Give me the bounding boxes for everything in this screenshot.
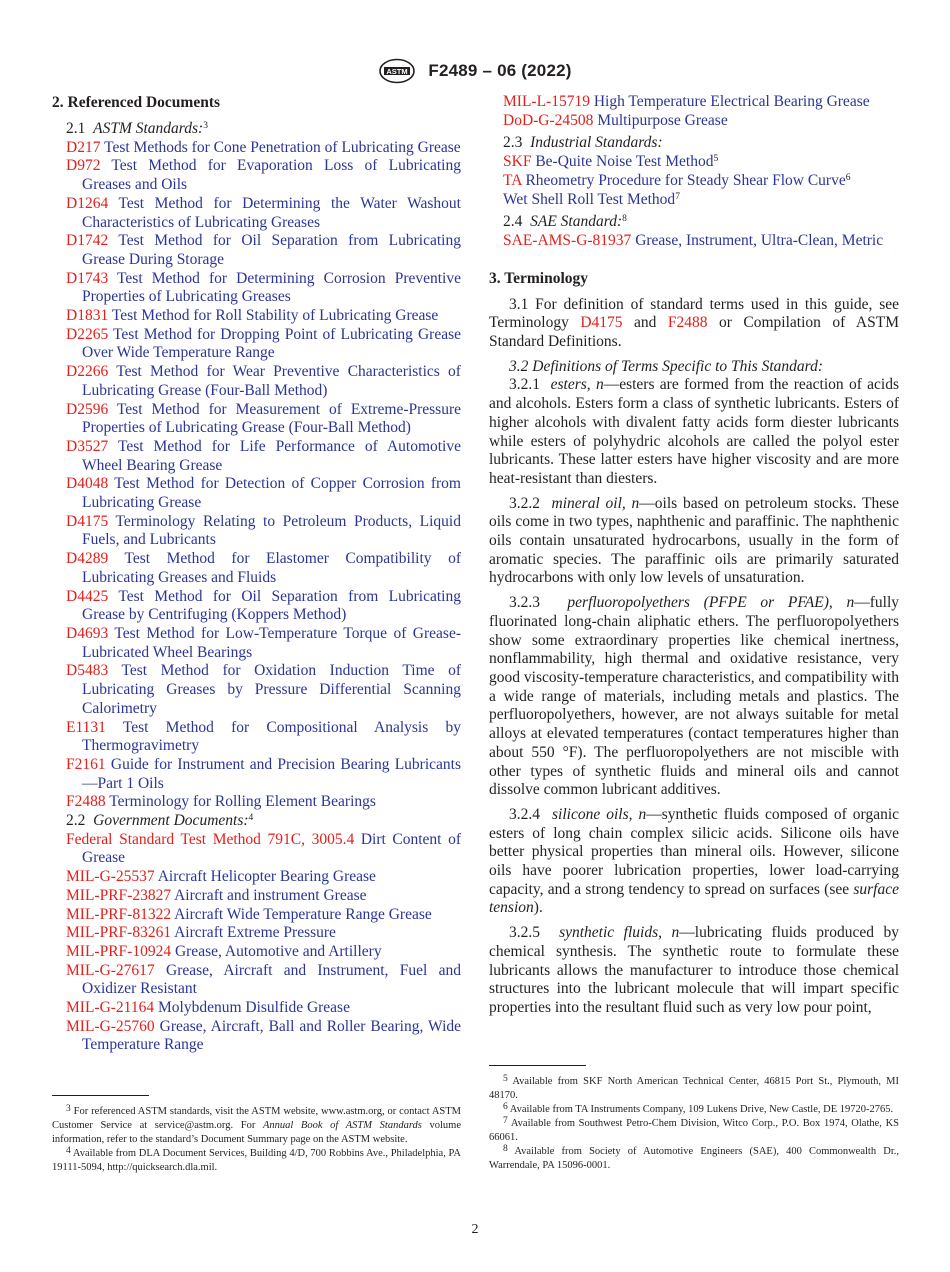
footnotes-left [52, 1105, 461, 1175]
government-documents-subheading: 2.2 Government Documents:$^4$ [66, 812, 254, 830]
reference-entry [52, 326, 461, 363]
reference-code-link[interactable]: SAE-AMS-G-81937 [503, 231, 632, 249]
reference-entry [52, 625, 461, 662]
footnote-8: $^8$ Available from Society of Automotive Engineers (SAE), 400 Commonwealth Dr., Warrendale, PA 15096-0001. [489, 1144, 899, 1171]
reference-title-link[interactable]: Grease, Aircraft and Instrument, Fuel and Oxidizer Resistant [82, 961, 461, 998]
footnote-5: $^5$ Available from SKF North American Technical Center, 46815 Port St., Plymouth, MI 48170. [489, 1074, 900, 1101]
definition-synthetic-fluids: 3.2.5 synthetic fluids, n—lubricating fluids produced by chemical synthesis. The synthetic route to formulate these lubricants allows the manufacturer to introduce those chemical structures into the lubricant molecule that will impart specific properties into the resultant fluid such as very low pour point, [489, 924, 900, 1016]
reference-title-link[interactable]: Test Method for Oil Separation from Lubricating Grease by Centrifuging (Koppers Method) [82, 587, 461, 624]
government-documents-list-continued [489, 93, 899, 130]
reference-code-link[interactable]: F2161 [66, 755, 106, 773]
definition-silicone-oils: 3.2.4 silicone oils, n—synthetic fluids composed of organic esters of long chain complex silicic acids. Silicone oils have better physical properties than mineral oils. However, silicone oils have poorer lubrication properties, lower load-carrying capacity, and a strong tendency to spread on surfaces (see surface tension). [489, 805, 900, 917]
sae-standard-subheading: 2.4 SAE Standard:$^8$ [503, 213, 627, 231]
reference-title-link[interactable]: Test Method for Determining Corrosion Preventive Properties of Lubricating Greases [82, 269, 461, 306]
reference-entry [52, 887, 461, 906]
reference-code-link[interactable]: D1743 [66, 269, 109, 287]
footnote-marker: 6 [845, 172, 851, 183]
reference-entry [52, 868, 461, 887]
reference-code-link[interactable]: D4693 [66, 624, 109, 642]
section-3-heading: 3. Terminology [489, 269, 589, 287]
industrial-standards-subheading: 2.3 Industrial Standards: [503, 134, 663, 152]
reference-code-link[interactable]: MIL-PRF-81322 [66, 905, 172, 923]
reference-entry [52, 662, 461, 718]
reference-entry [489, 93, 899, 112]
reference-code-link[interactable]: D1831 [66, 307, 109, 325]
definition-perfluoropolyethers: 3.2.3 perfluoropolyethers (PFPE or PFAE), n—fully fluorinated long-chain aliphatic ethers. The perfluoropolyethers show some extraordinary properties like chemical inertness, nonflammability, high thermal and oxidative resistance, very good viscosity-temperature characteristics, and compatibility with a wide range of materials, including metals and plastics. The perfluoropolyethers, however, are not always suitable for metal alloys at elevated temperatures (contact temperatures higher than about 550 °F). The perfluoropolyethers are not miscible with other types of synthetic fluids and mineral oils and cannot dissolve common lubricant additives. [489, 594, 900, 799]
reference-entry [52, 401, 461, 438]
reference-entry [52, 943, 461, 962]
reference-title-link[interactable]: Test Method for Life Performance of Automotive Wheel Bearing Grease [82, 437, 461, 474]
reference-code-link[interactable]: D5483 [66, 662, 109, 680]
reference-title-link[interactable]: Be-Quite Noise Test Method [535, 153, 714, 171]
reference-code-link[interactable]: SKF [503, 153, 532, 171]
reference-entry [489, 191, 899, 210]
footnote-4: $^4$ Available from DLA Document Services, Building 4/D, 700 Robbins Ave., Philadelphia, PA 19111-5094, http://quicksearch.dla.mil. [52, 1146, 461, 1173]
reference-code-link[interactable]: D1742 [66, 232, 109, 250]
reference-code-link[interactable]: MIL-PRF-10924 [66, 942, 172, 960]
reference-code-link[interactable]: D4048 [66, 475, 109, 493]
astm-logo-icon [378, 58, 416, 84]
reference-entry [52, 270, 461, 307]
reference-title-link[interactable]: Test Method for Roll Stability of Lubricating Grease [111, 307, 439, 325]
reference-title-link[interactable]: Test Methods for Cone Penetration of Lubricating Grease [104, 138, 461, 156]
reference-title-link[interactable]: Aircraft Helicopter Bearing Grease [157, 868, 376, 886]
astm-standards-list [52, 139, 461, 812]
document-designation: F2489 – 06 (2022) [428, 61, 572, 80]
reference-code-link[interactable]: D4175 [66, 512, 109, 530]
footnote-6: $^6$ Available from TA Instruments Company, 109 Lukens Drive, New Castle, DE 19720-2765. [503, 1102, 894, 1115]
reference-title-link[interactable]: Test Method for Compositional Analysis by Thermogravimetry [82, 718, 461, 755]
reference-title-link[interactable]: Molybdenum Disulfide Grease [157, 999, 350, 1017]
reference-title-link[interactable]: Test Method for Low-Temperature Torque of Grease-Lubricated Wheel Bearings [82, 624, 461, 661]
reference-entry [52, 719, 461, 756]
right-column [489, 93, 899, 1024]
footnote-rule-left [52, 1095, 149, 1096]
reference-code-link[interactable]: D972 [66, 157, 101, 175]
reference-code-link[interactable]: D217 [66, 138, 101, 156]
reference-code-link[interactable]: D3527 [66, 437, 109, 455]
reference-title-link[interactable]: Terminology Relating to Petroleum Products, Liquid Fuels, and Lubricants [82, 512, 461, 549]
reference-title-link[interactable]: Test Method for Detection of Copper Corrosion from Lubricating Grease [82, 475, 461, 512]
reference-code-link[interactable]: MIL-L-15719 [503, 93, 590, 110]
reference-title-link[interactable]: Aircraft Wide Temperature Range Grease [174, 905, 432, 923]
reference-entry [489, 112, 899, 131]
reference-entry [52, 139, 461, 158]
reference-entry [52, 363, 461, 400]
section-2-heading: 2. Referenced Documents [52, 94, 221, 111]
reference-entry [52, 999, 461, 1018]
page-header [0, 58, 950, 84]
ref-link-f2488[interactable]: F2488 [667, 314, 708, 332]
reference-entry [52, 962, 461, 999]
reference-title-link[interactable]: High Temperature Electrical Bearing Grease [593, 93, 870, 110]
reference-title-link[interactable]: Test Method for Elastomer Compatibility of Lubricating Greases and Fluids [82, 550, 461, 586]
reference-entry [52, 906, 461, 925]
footnote-rule-right [489, 1065, 586, 1066]
reference-title-link[interactable]: Rheometry Procedure for Steady Shear Flow Curve [525, 171, 846, 189]
reference-code-link[interactable]: MIL-G-25760 [66, 1017, 155, 1035]
ref-link-d4175[interactable]: D4175 [580, 314, 623, 332]
reference-entry [52, 513, 461, 550]
paragraph-3-1: 3.1 For definition of standard terms used in this guide, see Terminology D4175 and F2488 or Compilation of ASTM Standard Definitions. [489, 295, 899, 351]
reference-code-link[interactable]: MIL-G-21164 [66, 999, 155, 1017]
reference-code-link[interactable]: D1264 [66, 194, 109, 212]
reference-title-link[interactable]: Multipurpose Grease [597, 111, 728, 129]
sae-standard-list [489, 232, 899, 251]
reference-code-link[interactable]: F2488 [66, 793, 106, 811]
reference-entry [52, 232, 461, 269]
reference-code-link[interactable]: D4289 [66, 550, 109, 568]
reference-code-link[interactable]: MIL-G-25537 [66, 868, 155, 886]
svg-text:ASTM: ASTM [386, 67, 408, 76]
reference-entry [52, 756, 461, 793]
left-column [52, 93, 461, 1055]
reference-title-link[interactable]: Dirt Content of Grease [82, 830, 461, 867]
reference-code-link[interactable]: DoD-G-24508 [503, 111, 594, 129]
reference-code-link[interactable]: MIL-G-27617 [66, 961, 155, 979]
reference-entry [52, 1018, 461, 1055]
reference-title-link[interactable]: Terminology for Rolling Element Bearings [109, 793, 376, 811]
footnotes-right [489, 1075, 899, 1173]
reference-title-link[interactable]: Test Method for Dropping Point of Lubricating Grease Over Wide Temperature Range [82, 325, 461, 362]
reference-title-link[interactable]: Test Method for Measurement of Extreme-Pressure Properties of Lubricating Grease (Four-Ball Method) [82, 400, 461, 437]
reference-entry [489, 172, 899, 191]
reference-title-link[interactable]: Aircraft and instrument Grease [174, 886, 367, 904]
reference-title-link[interactable]: Aircraft Extreme Pressure [174, 924, 336, 942]
reference-entry [52, 588, 461, 625]
industrial-standards-list [489, 153, 899, 209]
reference-code-link[interactable]: TA [503, 171, 522, 189]
footnote-marker: 7 [675, 191, 680, 202]
reference-code-link[interactable]: E1131 [66, 718, 106, 736]
reference-title-link[interactable]: Test Method for Wear Preventive Characteristics of Lubricating Grease (Four-Ball Method) [82, 363, 461, 399]
astm-standards-subheading: 2.1 ASTM Standards:$^3$ [66, 120, 208, 137]
reference-entry [52, 307, 461, 326]
reference-code-link[interactable]: MIL-PRF-83261 [66, 924, 172, 942]
reference-entry [489, 232, 899, 251]
reference-code-link[interactable]: D2265 [66, 325, 109, 343]
definition-esters: 3.2.1 esters, n—esters are formed from the reaction of acids and alcohols. Esters form a class of synthetic lubricants. Esters of higher alcohols with divalent fatty acids form diester lubricants while esters of polyhydric alcohols are called the polyol ester lubricants. These latter esters have higher viscosity and are more heat-resistant than diesters. [489, 376, 900, 487]
reference-code-link[interactable]: MIL-PRF-23827 [66, 886, 172, 904]
reference-title-link[interactable]: Guide for Instrument and Precision Bearing Lubricants—Part 1 Oils [82, 755, 461, 792]
reference-code-link[interactable]: D2266 [66, 363, 109, 381]
reference-entry [52, 831, 461, 868]
reference-entry [52, 550, 461, 587]
reference-entry [489, 153, 899, 172]
reference-title-link[interactable]: Test Method for Determining the Water Washout Characteristics of Lubricating Greases [82, 194, 461, 231]
reference-entry [52, 924, 461, 943]
definition-mineral-oil: 3.2.2 mineral oil, n—oils based on petroleum stocks. These oils come in two types, naphthenic and paraffinic. The naphthenic oils contain unsaturated hydrocarbons, usually in the form of aromatic species. The paraffinic oils are primarily saturated hydrocarbons with only low levels of unsaturation. [489, 494, 899, 587]
page-number: 2 [471, 1222, 479, 1237]
footnote-3: $^3$ For referenced ASTM standards, visit the ASTM website, www.astm.org, or contact ASTM Customer Service at service@astm.org. For Annual Book of ASTM Standards volume information, refer to the standard’s Document Summary page on the ASTM website. [52, 1104, 461, 1145]
reference-title-link[interactable]: Grease, Instrument, Ultra-Clean, Metric [635, 231, 884, 249]
reference-entry [52, 157, 461, 194]
reference-entry [52, 195, 461, 232]
footnote-7: $^7$ Available from Southwest Petro-Chem Division, Witco Corp., P.O. Box 1974, Olathe, KS 66061. [489, 1116, 899, 1143]
reference-title-link[interactable]: Wet Shell Roll Test Method [503, 190, 676, 208]
paragraph-3-2: 3.2 Definitions of Terms Specific to This Standard: [509, 357, 824, 375]
reference-title-link[interactable]: Test Method for Oil Separation from Lubricating Grease During Storage [82, 232, 461, 268]
reference-entry [52, 475, 461, 512]
reference-entry [52, 438, 461, 475]
reference-title-link[interactable]: Test Method for Oxidation Induction Time of Lubricating Greases by Pressure Differential Scanning Calorimetry [82, 662, 461, 717]
reference-entry [52, 793, 461, 812]
reference-title-link[interactable]: Grease, Aircraft, Ball and Roller Bearing, Wide Temperature Range [82, 1017, 461, 1054]
reference-title-link[interactable]: Test Method for Evaporation Loss of Lubricating Greases and Oils [82, 157, 461, 194]
reference-title-link[interactable]: Grease, Automotive and Artillery [174, 942, 382, 960]
reference-code-link[interactable]: Federal Standard Test Method 791C, 3005.4 [66, 830, 355, 848]
government-documents-list [52, 831, 461, 1055]
footnote-marker: 5 [713, 154, 719, 165]
reference-code-link[interactable]: D4425 [66, 587, 109, 605]
reference-code-link[interactable]: D2596 [66, 400, 109, 418]
